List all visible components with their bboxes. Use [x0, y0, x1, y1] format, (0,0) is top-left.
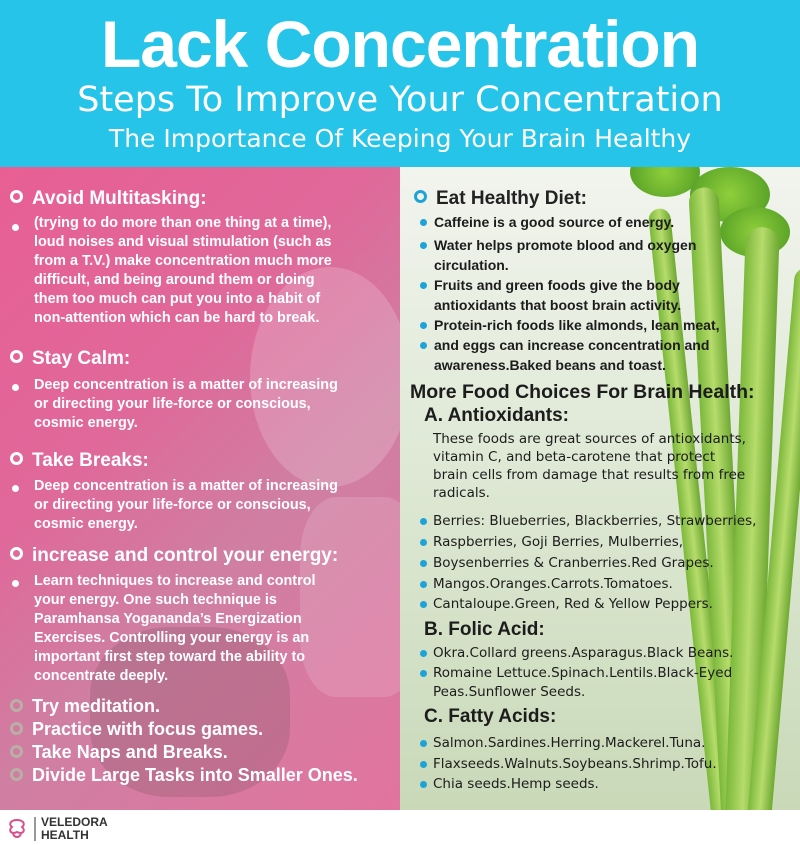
antioxidant-item: Raspberries, Goji Berries, Mulberries,: [433, 534, 684, 550]
dot-bullet-icon: [420, 670, 427, 677]
diet-item: Fruits and green foods give the body: [434, 277, 680, 293]
tip-item: Practice with focus games.: [10, 718, 263, 740]
folic-item-cont: Peas.Sunflower Seeds.: [433, 684, 586, 700]
dot-bullet-icon: [12, 384, 19, 391]
antioxidants-intro: These foods are great sources of antioxidants, vitamin C, and beta-carotene that protect brain cells from damage that results from free radicals.: [433, 431, 746, 501]
ring-bullet-icon: [10, 745, 23, 758]
more-food-heading: More Food Choices For Brain Health:: [410, 381, 755, 403]
ring-bullet-icon: [10, 190, 23, 203]
antioxidant-item: Berries: Blueberries, Blackberries, Strawberries,: [433, 513, 757, 529]
antioxidant-item: Mangos.Oranges.Carrots.Tomatoes.: [433, 576, 673, 592]
ring-bullet-icon: [414, 190, 427, 203]
antioxidant-item: Cantaloupe.Green, Red & Yellow Peppers.: [433, 596, 713, 612]
dot-bullet-icon: [12, 485, 19, 492]
dot-bullet-icon: [420, 219, 427, 226]
dot-bullet-icon: [420, 560, 427, 567]
dot-bullet-icon: [420, 242, 427, 249]
dot-bullet-icon: [420, 322, 427, 329]
dot-bullet-icon: [12, 580, 19, 587]
diet-item-cont: circulation.: [434, 257, 509, 273]
ring-bullet-icon: [10, 699, 23, 712]
footer: [0, 810, 800, 845]
stay-calm-heading: Stay Calm:: [10, 347, 130, 371]
tip-item: Try meditation.: [10, 695, 160, 717]
tip-item: Take Naps and Breaks.: [10, 741, 228, 763]
ring-bullet-icon: [10, 547, 23, 560]
ring-bullet-icon: [10, 452, 23, 465]
energy-text: Learn techniques to increase and control your energy. One such technique is Paramhansa Yogananda’s Energization Exercises. Controlling your energy is an important first step toward the ability to concentrate deeply.: [34, 573, 316, 684]
header-banner: [0, 0, 800, 167]
dot-bullet-icon: [420, 581, 427, 588]
fatty-item: Flaxseeds.Walnuts.Soybeans.Shrimp.Tofu.: [433, 756, 717, 772]
eat-healthy-heading: Eat Healthy Diet:: [414, 187, 587, 211]
logo-divider: [34, 817, 36, 841]
take-breaks-heading: Take Breaks:: [10, 449, 149, 473]
diet-item-cont: awareness.Baked beans and toast.: [434, 357, 666, 373]
multitasking-heading: Avoid Multitasking:: [10, 187, 207, 211]
diet-item-cont: antioxidants that boost brain activity.: [434, 297, 682, 313]
antioxidants-heading: A. Antioxidants:: [424, 405, 569, 426]
ring-bullet-icon: [10, 350, 23, 363]
stay-calm-text: Deep concentration is a matter of increasing or directing your life-force or conscious, cosmic energy.: [34, 377, 338, 431]
diet-item: Protein-rich foods like almonds, lean meat,: [434, 317, 720, 333]
dot-bullet-icon: [420, 282, 427, 289]
page-tagline: The Importance Of Keeping Your Brain Healthy: [108, 124, 692, 153]
diet-item: Caffeine is a good source of energy.: [434, 214, 675, 230]
fatty-acids-heading: C. Fatty Acids:: [424, 706, 557, 727]
multitasking-text: (trying to do more than one thing at a time), loud noises and visual stimulation (such as from a T.V.) make concentration much more difficult, and being around them or doing them too much can put you into a habit of non-attention which can be hard to break.: [34, 215, 332, 326]
dot-bullet-icon: [420, 781, 427, 788]
page-title: Lack Concentration: [100, 7, 700, 81]
fatty-item: Chia seeds.Hemp seeds.: [433, 776, 599, 792]
page-subtitle: Steps To Improve Your Concentration: [77, 80, 723, 120]
dot-bullet-icon: [420, 740, 427, 747]
ring-bullet-icon: [10, 722, 23, 735]
ring-bullet-icon: [10, 768, 23, 781]
diet-item: and eggs can increase concentration and: [434, 337, 710, 353]
dot-bullet-icon: [12, 224, 19, 231]
folic-item: Okra.Collard greens.Asparagus.Black Beans.: [433, 645, 734, 661]
brand-name: VELEDORA HEALTH: [41, 815, 108, 842]
dot-bullet-icon: [420, 518, 427, 525]
fatty-item: Salmon.Sardines.Herring.Mackerel.Tuna.: [433, 735, 706, 751]
dot-bullet-icon: [420, 601, 427, 608]
folic-acid-heading: B. Folic Acid:: [424, 619, 545, 640]
veledora-logo-icon: [6, 818, 28, 840]
dot-bullet-icon: [420, 539, 427, 546]
diet-item: Water helps promote blood and oxygen: [434, 237, 697, 253]
dot-bullet-icon: [420, 342, 427, 349]
energy-heading: increase and control your energy:: [10, 544, 338, 568]
dot-bullet-icon: [420, 650, 427, 657]
folic-item: Romaine Lettuce.Spinach.Lentils.Black-Eyed: [433, 665, 733, 681]
antioxidant-item: Boysenberries & Cranberries.Red Grapes.: [433, 555, 714, 571]
dot-bullet-icon: [420, 761, 427, 768]
take-breaks-text: Deep concentration is a matter of increasing or directing your life-force or conscious, cosmic energy.: [34, 478, 338, 532]
tip-item: Divide Large Tasks into Smaller Ones.: [10, 764, 358, 786]
